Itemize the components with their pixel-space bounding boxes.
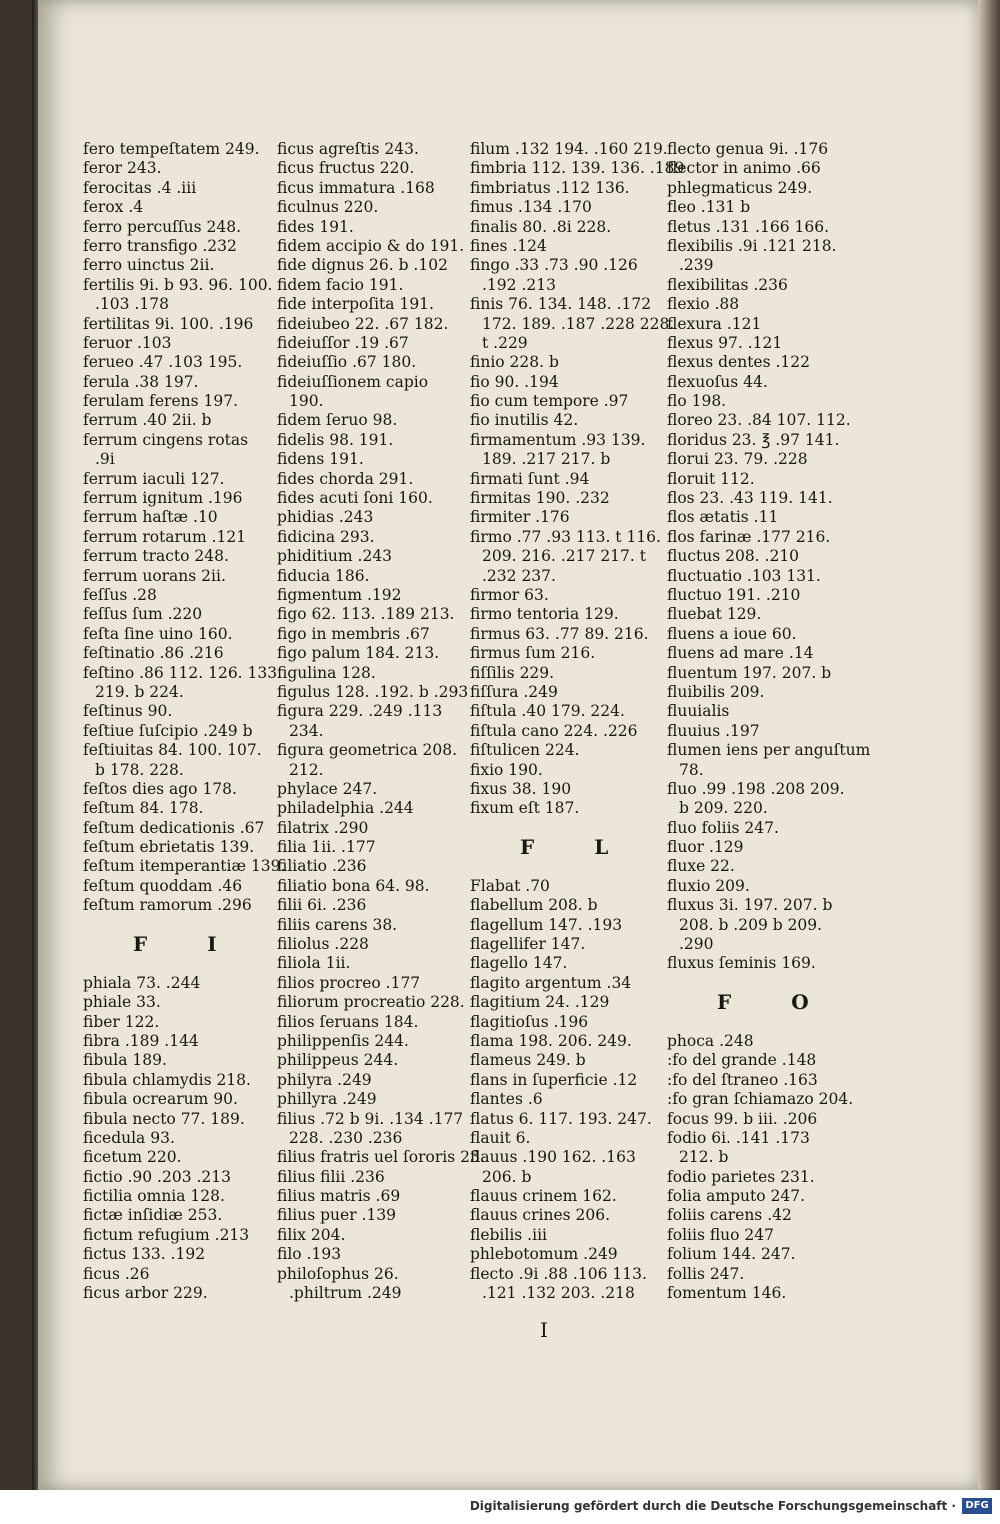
index-entry: fidelis 98. 191. <box>277 430 394 449</box>
index-entry: finis 76. 134. 148. .172 <box>470 295 652 314</box>
index-entry: ferula .38 197. <box>83 372 199 391</box>
index-entry: 206. b <box>482 1167 532 1186</box>
index-entry: filius matris .69 <box>277 1187 401 1206</box>
index-entry: filiola 1ii. <box>277 954 351 973</box>
index-entry: fideiuſſio .67 180. <box>277 353 417 372</box>
index-entry: floruit 112. <box>667 469 755 488</box>
index-entry: floridus 23. ℥ .97 141. <box>667 430 840 449</box>
index-column-3 <box>470 140 685 1303</box>
section-header: F I <box>133 932 217 957</box>
index-entry: ferrum uorans 2ii. <box>83 566 226 585</box>
index-entry: phidias .243 <box>277 508 374 527</box>
index-entry: flans in ſuperficie .12 <box>470 1070 638 1089</box>
index-entry: fluxio 209. <box>667 876 750 895</box>
index-entry: firmo .77 .93 113. t 116. <box>470 527 661 546</box>
index-column-4 <box>667 140 871 1303</box>
index-entry: flexibilitas .236 <box>667 275 788 294</box>
index-entry: floreo 23. .84 107. 112. <box>667 411 851 430</box>
blank-line <box>667 1013 867 1032</box>
index-entry: fluens a ioue 60. <box>667 624 797 643</box>
index-entry: Flabat .70 <box>470 876 550 895</box>
index-entry: fluuialis <box>667 702 730 721</box>
index-entry: flama 198. 206. 249. <box>470 1031 632 1050</box>
index-entry: flauit 6. <box>470 1128 531 1147</box>
index-entry: firmus 63. .77 89. 216. <box>470 624 649 643</box>
index-entry: fluxe 22. <box>667 857 735 876</box>
index-entry: figura geometrica 208. <box>277 741 458 760</box>
index-entry: fide interpoſita 191. <box>277 295 434 314</box>
index-entry: filum .132 194. .160 219. <box>470 140 668 158</box>
index-entry: fingo .33 .73 .90 .126 <box>470 256 638 275</box>
index-entry: flexura .121 <box>667 314 762 333</box>
index-entry: ferrum cingens rotas <box>83 430 249 449</box>
index-entry: flameus 249. b <box>470 1051 586 1070</box>
index-entry: :fo gran ſchiamazo 204. <box>667 1090 854 1109</box>
index-entry: feſtino .86 112. 126. 133. <box>83 663 283 682</box>
index-entry: ferocitas .4 .iii <box>83 178 197 197</box>
index-entry: fibula necto 77. 189. <box>83 1109 245 1128</box>
index-entry: filius .72 b 9i. .134 .177 <box>277 1109 464 1128</box>
index-entry: 189. .217 217. b <box>482 450 611 469</box>
index-entry: flabellum 208. b <box>470 896 598 915</box>
index-entry: flexuoſus 44. <box>667 372 768 391</box>
index-column-2 <box>277 140 485 1303</box>
index-entry: feſtum quoddam .46 <box>83 876 243 895</box>
index-entry: .121 .132 203. .218 <box>482 1284 635 1303</box>
index-entry: fluibilis 209. <box>667 682 765 701</box>
index-entry: fimbria 112. 139. 136. .189 <box>470 159 685 178</box>
index-entry: firmamentum .93 139. <box>470 430 646 449</box>
index-entry: fodio 6i. .141 .173 <box>667 1128 810 1147</box>
index-entry: flexio .88 <box>667 295 740 314</box>
index-entry: .103 .178 <box>95 295 169 314</box>
index-entry: fixio 190. <box>470 760 543 779</box>
index-entry: firmitas 190. .232 <box>470 489 610 508</box>
index-entry: ferrum ignitum .196 <box>83 489 243 508</box>
index-entry: filiorum procreatio 228. <box>277 993 465 1012</box>
index-entry: fibula chlamydis 218. <box>83 1070 251 1089</box>
index-entry: feſtum ebrietatis 139. <box>83 838 255 857</box>
index-entry: fidem ſeruo 98. <box>277 411 398 430</box>
index-entry: ferulam ferens 197. <box>83 392 238 411</box>
index-entry: :fo del grande .148 <box>667 1051 817 1070</box>
index-entry: flauus crines 206. <box>470 1206 611 1225</box>
index-entry: filiis carens 38. <box>277 915 398 934</box>
index-entry: figo in membris .67 <box>277 624 430 643</box>
index-entry: fodio parietes 231. <box>667 1167 815 1186</box>
index-entry: flebilis .iii <box>470 1225 547 1244</box>
index-entry: feſtiue ſuſcipio .249 b <box>83 721 253 740</box>
section-header: F L <box>520 835 609 860</box>
index-entry: feſſus ſum .220 <box>83 605 203 624</box>
index-entry: phillyra .249 <box>277 1090 377 1109</box>
index-entry: flauus crinem 162. <box>470 1187 617 1206</box>
index-entry: ferrum rotarum .121 <box>83 527 247 546</box>
index-entry: fictæ inſidiæ 253. <box>83 1206 223 1225</box>
index-entry: ficetum 220. <box>83 1148 182 1167</box>
index-entry: fibula 189. <box>83 1051 167 1070</box>
index-entry: fidem accipio & do 191. <box>277 236 465 255</box>
index-entry: fluor .129 <box>667 838 744 857</box>
footer-credit: Digitalisierung gefördert durch die Deutsche Forschungsgemeinschaft · <box>469 1499 956 1513</box>
index-entry: fertilitas 9i. 100. .196 <box>83 314 254 333</box>
index-entry: ferro percuſſus 248. <box>83 217 242 236</box>
blank-line <box>83 954 273 973</box>
index-entry: filios procreo .177 <box>277 973 421 992</box>
index-entry: flecto .9i .88 .106 113. <box>470 1264 647 1283</box>
index-entry: fixus 38. 190 <box>470 779 572 798</box>
index-entry: figulina 128. <box>277 663 376 682</box>
index-entry: filatrix .290 <box>277 818 369 837</box>
index-entry: flantes .6 <box>470 1090 543 1109</box>
index-entry: .192 .213 <box>482 275 556 294</box>
index-entry: flexus dentes .122 <box>667 353 810 372</box>
index-entry: phiala 73. .244 <box>83 973 201 992</box>
index-entry: fides chorda 291. <box>277 469 414 488</box>
index-entry: fiſtulicen 224. <box>470 741 580 760</box>
index-entry: flagellum 147. .193 <box>470 915 623 934</box>
index-entry: feſtum itemperantiæ 139. <box>83 857 286 876</box>
index-entry: fictilia omnia 128. <box>83 1187 225 1206</box>
index-entry: filius filii .236 <box>277 1167 385 1186</box>
index-entry: fio 90. .194 <box>470 372 559 391</box>
index-entry: fluctuo 191. .210 <box>667 585 801 604</box>
index-entry: fiſtula cano 224. .226 <box>470 721 638 740</box>
index-entry: 78. <box>679 760 704 779</box>
signature-mark: I <box>540 1318 548 1342</box>
index-entry: ferox .4 <box>83 198 144 217</box>
index-entry: fluebat 129. <box>667 605 762 624</box>
index-entry: t .229 <box>482 333 528 352</box>
index-entry: fiducia 186. <box>277 566 370 585</box>
index-entry: firmo tentoria 129. <box>470 605 619 624</box>
index-entry: foliis carens .42 <box>667 1206 792 1225</box>
index-entry: figura 229. .249 .113 <box>277 702 443 721</box>
index-entry: ferrum tracto 248. <box>83 547 229 566</box>
index-entry: feſta ſine uino 160. <box>83 624 233 643</box>
index-entry: fidicina 293. <box>277 527 375 546</box>
index-entry: ficus .26 <box>83 1264 150 1283</box>
index-entry: fides acuti ſoni 160. <box>277 489 433 508</box>
index-entry: figulus 128. .192. b .293 <box>277 682 469 701</box>
index-entry: ficus immatura .168 <box>277 178 435 197</box>
index-entry: fictum refugium .213 <box>83 1225 250 1244</box>
index-entry: phlegmaticus 249. <box>667 178 813 197</box>
index-entry: fletus .131 .166 166. <box>667 217 829 236</box>
page-edge <box>978 0 1000 1490</box>
index-entry: fiſtula .40 179. 224. <box>470 702 625 721</box>
index-entry: filius fratris uel ſororis 23. <box>277 1148 485 1167</box>
index-entry: ficus agreſtis 243. <box>277 140 419 158</box>
index-entry: philippeus 244. <box>277 1051 399 1070</box>
index-entry: filii 6i. .236 <box>277 896 367 915</box>
index-entry: fleo .131 b <box>667 198 751 217</box>
index-entry: 209. 216. .217 217. t <box>482 547 646 566</box>
blank-line <box>83 916 273 935</box>
index-entry: filix 204. <box>277 1225 346 1244</box>
index-entry: flagitioſus .196 <box>470 1012 589 1031</box>
index-entry: fluo foliis 247. <box>667 818 779 837</box>
index-entry: flagitium 24. .129 <box>470 993 610 1012</box>
index-entry: ferrum .40 2ii. b <box>83 411 212 430</box>
index-entry: florui 23. 79. .228 <box>667 450 808 469</box>
index-entry: fiber 122. <box>83 1012 160 1031</box>
index-entry: finalis 80. .8i 228. <box>470 217 612 236</box>
index-entry: fluctus 208. .210 <box>667 547 800 566</box>
index-entry: flagellifer 147. <box>470 935 586 954</box>
blank-line <box>667 974 867 993</box>
index-entry: fidem facio 191. <box>277 275 404 294</box>
index-entry: fluo .99 .198 .208 209. <box>667 779 845 798</box>
index-entry: fibula ocrearum 90. <box>83 1090 238 1109</box>
index-entry: fluxus 3i. 197. 207. b <box>667 896 833 915</box>
index-entry: flexus 97. .121 <box>667 333 783 352</box>
index-entry: philadelphia .244 <box>277 799 414 818</box>
index-entry: foliis fluo 247 <box>667 1225 774 1244</box>
index-entry: firmor 63. <box>470 585 549 604</box>
index-entry: fides 191. <box>277 217 354 236</box>
index-entry: fluxus ſeminis 169. <box>667 954 816 973</box>
index-entry: philoſophus 26. <box>277 1264 399 1283</box>
index-entry: flagello 147. <box>470 954 568 973</box>
index-entry: fluctuatio .103 131. <box>667 566 821 585</box>
index-entry: filo .193 <box>277 1245 342 1264</box>
index-entry: fimus .134 .170 <box>470 198 592 217</box>
index-entry: flexibilis .9i .121 218. <box>667 236 837 255</box>
index-entry: phiale 33. <box>83 993 161 1012</box>
index-entry: fluens ad mare .14 <box>667 644 814 663</box>
index-entry: fomentum 146. <box>667 1284 787 1303</box>
index-entry: fio inutilis 42. <box>470 411 579 430</box>
index-entry: focus 99. b iii. .206 <box>667 1109 818 1128</box>
blank-line <box>470 857 660 876</box>
index-entry: b 209. 220. <box>679 799 768 818</box>
index-entry: ferro transfigo .232 <box>83 236 237 255</box>
index-entry: feror 243. <box>83 159 162 178</box>
index-entry: filiolus .228 <box>277 935 369 954</box>
index-entry: feſtinatio .86 .216 <box>83 644 224 663</box>
blank-line <box>470 819 660 838</box>
index-entry: flos ætatis .11 <box>667 508 779 527</box>
index-entry: fixum eſt 187. <box>470 799 580 818</box>
dfg-logo-icon: DFG <box>962 1498 992 1514</box>
index-entry: flumen iens per anguſtum <box>667 741 871 760</box>
index-entry: philippenſis 244. <box>277 1031 409 1050</box>
index-entry: feruor .103 <box>83 333 172 352</box>
index-entry: flo 198. <box>667 392 727 411</box>
index-entry: feſtum dedicationis .67 <box>83 818 265 837</box>
index-entry: figo 62. 113. .189 213. <box>277 605 455 624</box>
index-entry: fide dignus 26. b .102 <box>277 256 448 275</box>
index-entry: filia 1ii. .177 <box>277 838 376 857</box>
index-entry: phiditium .243 <box>277 547 393 566</box>
index-entry: firmiter .176 <box>470 508 570 527</box>
index-entry: folium 144. 247. <box>667 1245 796 1264</box>
index-entry: fideiuſſor .19 .67 <box>277 333 409 352</box>
index-entry: fideiubeo 22. .67 182. <box>277 314 449 333</box>
index-entry: ficulnus 220. <box>277 198 379 217</box>
index-entry: 208. b .209 b 209. <box>679 915 823 934</box>
index-entry: 212. b <box>679 1148 729 1167</box>
section-header: F O <box>717 990 809 1015</box>
index-entry: ferro uinctus 2ii. <box>83 256 215 275</box>
index-entry: ferrum haſtæ .10 <box>83 508 218 527</box>
index-entry: ficus fructus 220. <box>277 159 415 178</box>
index-entry: firmati ſunt .94 <box>470 469 590 488</box>
index-column-1 <box>83 140 286 1303</box>
index-entry: 228. .230 .236 <box>289 1128 403 1147</box>
index-entry: fidens 191. <box>277 450 364 469</box>
index-entry: figmentum .192 <box>277 585 402 604</box>
index-entry: feſtum 84. 178. <box>83 799 204 818</box>
index-entry: fertilis 9i. b 93. 96. 100. <box>83 275 273 294</box>
index-entry: finio 228. b <box>470 353 559 372</box>
index-entry: ferueo .47 .103 195. <box>83 353 243 372</box>
index-entry: flauus .190 162. .163 <box>470 1148 636 1167</box>
index-entry: flatus 6. 117. 193. 247. <box>470 1109 652 1128</box>
index-entry: flos 23. .43 119. 141. <box>667 489 833 508</box>
index-entry: phylace 247. <box>277 779 378 798</box>
index-entry: figo palum 184. 213. <box>277 644 440 663</box>
index-entry: feſtum ramorum .296 <box>83 896 252 915</box>
index-entry: philyra .249 <box>277 1070 372 1089</box>
index-entry: flos farinæ .177 216. <box>667 527 831 546</box>
index-entry: 172. 189. .187 .228 228. <box>482 314 675 333</box>
index-entry: filios ſeruans 184. <box>277 1012 419 1031</box>
index-entry: fiſſilis 229. <box>470 663 555 682</box>
index-entry: 190. <box>289 392 324 411</box>
index-entry: fideiuſſionem capio <box>277 372 429 391</box>
index-entry: follis 247. <box>667 1264 745 1283</box>
index-entry: fluentum 197. 207. b <box>667 663 832 682</box>
index-entry: feſtiuitas 84. 100. 107. <box>83 741 262 760</box>
index-entry: fluuius .197 <box>667 721 760 740</box>
index-entry: fero tempeſtatem 249. <box>83 140 260 158</box>
index-entry: 212. <box>289 760 324 779</box>
index-entry: ficedula 93. <box>83 1128 175 1147</box>
index-entry: filiatio .236 <box>277 857 367 876</box>
index-entry: ferrum iaculi 127. <box>83 469 225 488</box>
index-entry: phoca .248 <box>667 1031 754 1050</box>
index-entry: fictio .90 .203 .213 <box>83 1167 231 1186</box>
index-entry: 234. <box>289 721 324 740</box>
index-entry: filiatio bona 64. 98. <box>277 876 430 895</box>
index-entry: feſtinus 90. <box>83 702 173 721</box>
index-entry: flecto genua 9i. .176 <box>667 140 829 158</box>
index-entry: fictus 133. .192 <box>83 1245 206 1264</box>
index-entry: filius puer .139 <box>277 1206 397 1225</box>
index-entry: .239 <box>679 256 714 275</box>
index-entry: feſtos dies ago 178. <box>83 779 237 798</box>
index-entry: .232 237. <box>482 566 556 585</box>
index-entry: fines .124 <box>470 236 547 255</box>
index-entry: flagito argentum .34 <box>470 973 632 992</box>
index-entry: .290 <box>679 935 714 954</box>
footer-bar <box>0 1490 1000 1524</box>
index-entry: fibra .189 .144 <box>83 1031 199 1050</box>
index-entry: firmus ſum 216. <box>470 644 596 663</box>
index-entry: ficus arbor 229. <box>83 1284 208 1303</box>
index-entry: :fo del ſtraneo .163 <box>667 1070 818 1089</box>
index-entry: folia amputo 247. <box>667 1187 805 1206</box>
index-entry: .philtrum .249 <box>289 1284 402 1303</box>
index-entry: fio cum tempore .97 <box>470 392 629 411</box>
index-entry: 219. b 224. <box>95 682 184 701</box>
index-entry: fiſſura .249 <box>470 682 558 701</box>
index-entry: flector in animo .66 <box>667 159 821 178</box>
index-entry: b 178. 228. <box>95 760 184 779</box>
index-entry: fimbriatus .112 136. <box>470 178 630 197</box>
index-entry: feſſus .28 <box>83 585 157 604</box>
index-entry: phlebotomum .249 <box>470 1245 618 1264</box>
index-entry: .9i <box>95 450 115 469</box>
